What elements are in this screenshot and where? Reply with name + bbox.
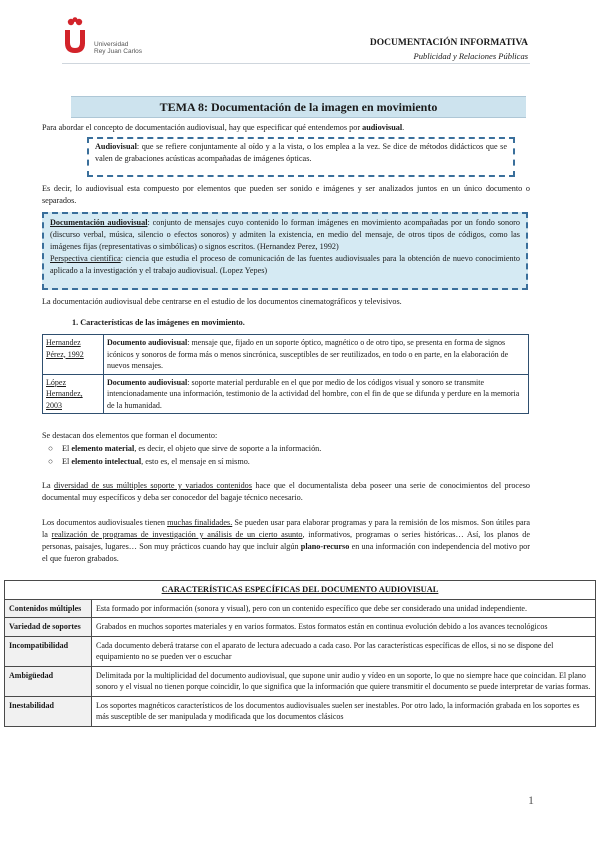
audiovisual-definition-box: Audiovisual: que se refiere conjuntamente al oído y a la vista, o los emplea a la vez. Se dice de métodos didácticos que se valen de grabaciones acústicas acompañadas de imágenes ópticas. [87, 137, 515, 177]
table-row [5, 696, 596, 726]
characteristic-key: Incompatibilidad [5, 636, 92, 666]
table-row [5, 599, 596, 618]
paragraph-centrarse: La documentación audiovisual debe centrarse en el estudio de los documentos cinematográficos y televisivos. [42, 297, 402, 306]
intro-paragraph: Para abordar el concepto de documentación audiovisual, hay que especificar qué entendemos por audiovisual. [42, 123, 405, 132]
bullet-icon: ○ [48, 444, 53, 453]
table-row [5, 666, 596, 696]
header-divider [62, 63, 530, 64]
author-cell: López Hernandez, 2003 [43, 374, 104, 414]
characteristic-text: Esta formado por información (sonora y visual), pero con un contenido específico que debe ser considerado una unidad independiente. [92, 599, 596, 618]
topic-title: TEMA 8: Documentación de la imagen en movimiento [71, 96, 526, 118]
table-row [5, 636, 596, 666]
bullet-icon: ○ [48, 457, 53, 466]
table-header-row [5, 581, 596, 600]
paragraph-destacan: Se destacan dos elementos que forman el documento: [42, 431, 218, 440]
course-subtitle: Publicidad y Relaciones Públicas [413, 51, 528, 61]
definition-term: Documentación audiovisual [50, 218, 148, 227]
definition-cell: Documento audiovisual: soporte material perdurable en el que por medio de los códigos visual y sonoro se transmite intencionadamente una información, testimonio de la actividad del hombre, con el fin de que se difunda y perdure en la memoria de la humanidad. [104, 374, 529, 414]
paragraph-diversidad: La diversidad de sus múltiples soporte y variados contenidos hace que el documentalista deba poseer una serie de conocimientos del proceso documental muy específicos y deba ser conocedor del bagaje técnico necesario. [42, 481, 530, 502]
author-cell: Hernandez Pérez, 1992 [43, 335, 104, 375]
section-heading: 1. Características de las imágenes en movimiento. [72, 318, 245, 327]
logo-line-2: Rey Juan Carlos [94, 48, 143, 55]
definitions-table [42, 334, 529, 414]
definition-term: Audiovisual [95, 142, 137, 151]
paragraph-finalidades: Los documentos audiovisuales tienen muchas finalidades. Se pueden usar para elaborar programas y para la remisión de los mismos. Son útiles para la realización de programas de investigación y análisis de un cierto asunto, informativos, programas o series históricas… Así, los planos de personas, paisajes, lugares… Son muy prácticos cuando hay que incluir algún plano-recurso en una información con independencia del motivo por el que fueron grabados. [42, 518, 530, 563]
characteristic-text: Delimitada por la multiplicidad del documento audiovisual, que supone unir audio y vídeo en un soporte, lo que no siempre hace que coincidan. El plano sonoro y el visual no tienen porque coincidir, lo que significa que la información que quiere transmitir el documento se puede interpretar de varias formas. [92, 666, 596, 696]
definition-cell: Documento audiovisual: mensaje que, fijado en un soporte óptico, magnético o de otro tipo, se presenta en forma de signos icónicos y sonoros de forma más o menos sincrónica, susceptibles de ser reutilizados, en todo o en parte, en la elaboración de nuevos mensajes. [104, 335, 529, 375]
paragraph-es-decir: Es decir, lo audiovisual esta compuesto por elementos que pueden ser sonido e imágenes y ser analizados juntos en un único documento o separados. [42, 184, 530, 205]
table-title: CARACTERÍSTICAS ESPECÍFICAS DEL DOCUMENTO AUDIOVISUAL [5, 581, 596, 600]
table-row [5, 618, 596, 637]
characteristic-text: Cada documento deberá tratarse con el aparato de lectura adecuado a cada caso. Por las características específicas de ellos, si no se dispone del equipamiento no se pueden ver o escuchar [92, 636, 596, 666]
course-title: DOCUMENTACIÓN INFORMATIVA [369, 38, 528, 48]
table-row [43, 335, 529, 375]
definition-term: Perspectiva científica [50, 254, 121, 263]
list-item: ○ El elemento intelectual, esto es, el mensaje en sí mismo. [48, 457, 250, 466]
characteristic-text: Los soportes magnéticos característicos de los documentos audiovisuales suelen ser inestables. Por otro lado, la información grabada en los soportes es más susceptible de ser manipulada y modificada que los documentos clásicos [92, 696, 596, 726]
table-row [43, 374, 529, 414]
characteristic-key: Inestabilidad [5, 696, 92, 726]
logo-line-1: Universidad [94, 41, 129, 48]
documentation-definition-box: Documentación audiovisual: conjunto de mensajes cuyo contenido lo forman imágenes en movimiento acompañadas por un fondo sonoro (discurso verbal, música, silencio o efectos sonoros) y admiten la existencia, en medio del mensaje, de otros tipos de códigos, como las imágenes fijas (representativas o simbólicas) o signos escritos. (Hernandez Perez, 1992) Perspectiva científica: ciencia que estudia el proceso de comunicación de las fuentes audiovisuales para la obtención de nuevo conocimiento aplicado a la investigación y el trabajo audiovisual. (Lopez Yepes) [42, 212, 528, 290]
list-item: ○ El elemento material, es decir, el objeto que sirve de soporte a la información. [48, 444, 322, 453]
university-logo-icon [62, 17, 90, 57]
page-number: 1 [528, 793, 534, 807]
university-logo-text [94, 41, 142, 55]
characteristics-table [4, 580, 596, 727]
characteristic-key: Variedad de soportes [5, 618, 92, 637]
characteristic-text: Grabados en muchos soportes materiales y en varios formatos. Estos formatos están en continua evolución debido a los avances tecnológicos [92, 618, 596, 637]
characteristic-key: Contenidos múltiples [5, 599, 92, 618]
characteristic-key: Ambigüedad [5, 666, 92, 696]
